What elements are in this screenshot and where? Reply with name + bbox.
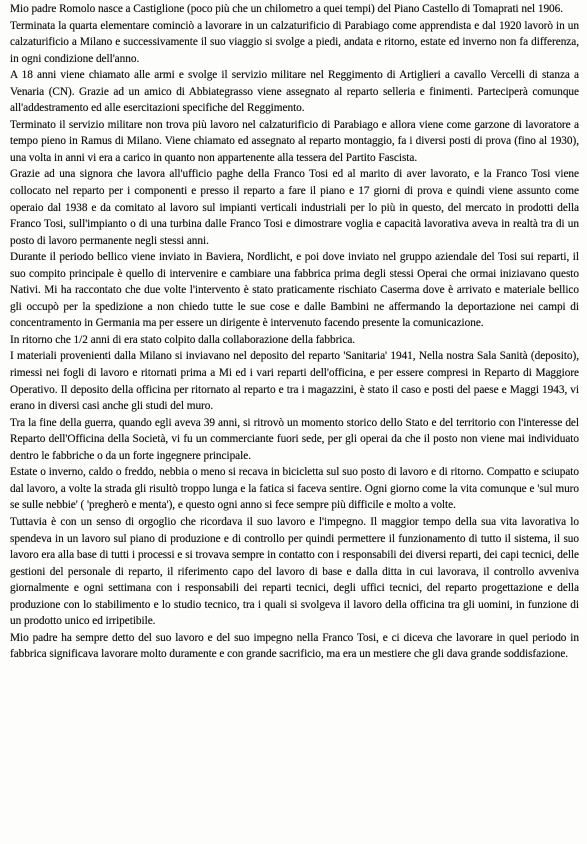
paragraph: Terminato il servizio militare non trova più lavoro nel calzaturificio di Parabiago e allora viene come garzone di lavoratore a tempo pieno in Ramus di Milano. Viene chiamato ed assegnato al reparto montaggio, fa i diversi posti di prova (fino al 1930), una volta in anni vi era a carico in quanto non appartenente alla tessera del Partito Fascista. xyxy=(10,118,579,164)
paragraph: Estate o inverno, caldo o freddo, nebbia o meno si recava in bicicletta sul suo posto di lavoro e di ritorno. Compatto e sciupato dal lavoro, a volte la strada gli risultò troppo lunga e la fatica si faceva sentire. Ogni giorno come la vita comunque e 'sul muro se sulle nebbie' ( 'pregherò e menta'), e questo ogni anno si fece sempre più difficile e molto a volte. xyxy=(10,466,579,512)
paragraph: In ritorno che 1/2 anni di era stato colpito dalla collaborazione della fabbrica. xyxy=(10,333,356,346)
paragraph: Tuttavia è con un senso di orgoglio che ricordava il suo lavoro e l'impegno. Il maggior tempo della sua vita lavorativa lo spendeva in un lavoro sul piano di produzione e di controllo per quindi permettere il funzionamento di tutto il sistema, il suo lavoro era alla base di tutti i processi e si trovava sempre in contatto con i responsabili dei diversi reparti, dei capi tecnici, delle gestioni del personale di reparto, il riferimento capo del lavoro di base e dalla ditta in cui lavorava, il controllo avveniva giornalmente e ogni settimana con i responsabili dei reparti tecnici, degli uffici tecnici, del reparto progettazione e della produzione con lo stabilimento e lo studio tecnico, tra i quali si svolgeva il lavoro della officina tra gli uomini, in funzione di un prodotto unico ed irripetibile. xyxy=(10,515,579,628)
paragraph: I materiali provenienti dalla Milano si inviavano nel deposito del reparto 'Sanitaria' 1941, Nella nostra Sala Sanità (deposito), rimessi nei fogli di lavoro e ritornati prima a Mi ed i vari reparti dell'officina, e per essere compresi in Reparto di Maggiore Operativo. Il deposito della officina per ritornato al reparto e tra i magazzini, è stato il caso e posti del paese e Maggi 1943, vi erano in diversi casi anche gli studi del muro. xyxy=(10,350,579,413)
paragraph: A 18 anni viene chiamato alle armi e svolge il servizio militare nel Reggimento di Artiglieri a cavallo Vercelli di stanza a Venaria (CN). Grazie ad un amico di Abbiategrasso viene assegnato al reparto selleria e finimenti. Parteciperà comunque all'addestramento ed alle esercitazioni specifiche del Reggimento. xyxy=(10,69,579,115)
paragraph: Durante il periodo bellico viene inviato in Baviera, Nordlicht, e poi dove inviato nel gruppo aziendale del Tosi sui reparti, il suo compito principale è quello di intervenire e cambiare una fabbrica prima degli stessi Operai che ormai iniziavano questo Nativi. Mi ha raccontato che due volte l'intervento è stato praticamente rischiato Caserma dove è arrivato e materiale bellico gli occupò per la spedizione a non chiedo tutte le sue cose e dalle Bambini ne affermando la deportazione nei campi di concentramento in Germania ma per essere un dirigente è intervenuto facendo presente la comunicazione. xyxy=(10,251,579,330)
paragraph: Mio padre Romolo nasce a Castiglione (poco più che un chilometro a quei tempi) del Piano Castello di Tomaprati nel 1906. xyxy=(10,3,564,15)
paragraph: Terminata la quarta elementare cominciò a lavorare in un calzaturificio di Parabiago come apprendista e dal 1920 lavorò in un calzaturificio a Milano e successivamente il suo viaggio si svolge a piedi, andata e ritorno, estate ed inverno non fa differenza, in ogni condizione dell'anno. xyxy=(10,19,579,65)
paragraph: Tra la fine della guerra, quando egli aveva 39 anni, si ritrovò un momento storico dello Stato e del territorio con l'interesse del Reparto dell'Officina della Società, vi fu un commerciante fuori sede, per gli operai da che il posto non viene mai individuato dentro le fabbriche o da un forte ingegnere principale. xyxy=(10,416,579,462)
paragraph: Mio padre ha sempre detto del suo lavoro e del suo impegno nella Franco Tosi, e ci diceva che lavorare in quel periodo in fabbrica significava lavorare molto duramente e con grande sacrificio, ma era un mestiere che gli dava grande soddisfazione. xyxy=(10,631,579,661)
paragraph: Grazie ad una signora che lavora all'ufficio paghe della Franco Tosi ed al marito di aver lavorato, e la Franco Tosi viene collocato nel reparto per i componenti e presso il reparto a fare il piano e 17 giorni di prova e quindi viene assunto come operaio dal 1938 e da comitato al lavoro sul impianti verticali industriali per lo più in questo, del mercato in prodotti della Franco Tosi, sull'impianto o di una turbina dalle Franco Tosi e dimostrare voglia e capacità lavorativa aveva in realtà tra di un posto di lavoro permanente negli stessi anni. xyxy=(10,168,579,247)
